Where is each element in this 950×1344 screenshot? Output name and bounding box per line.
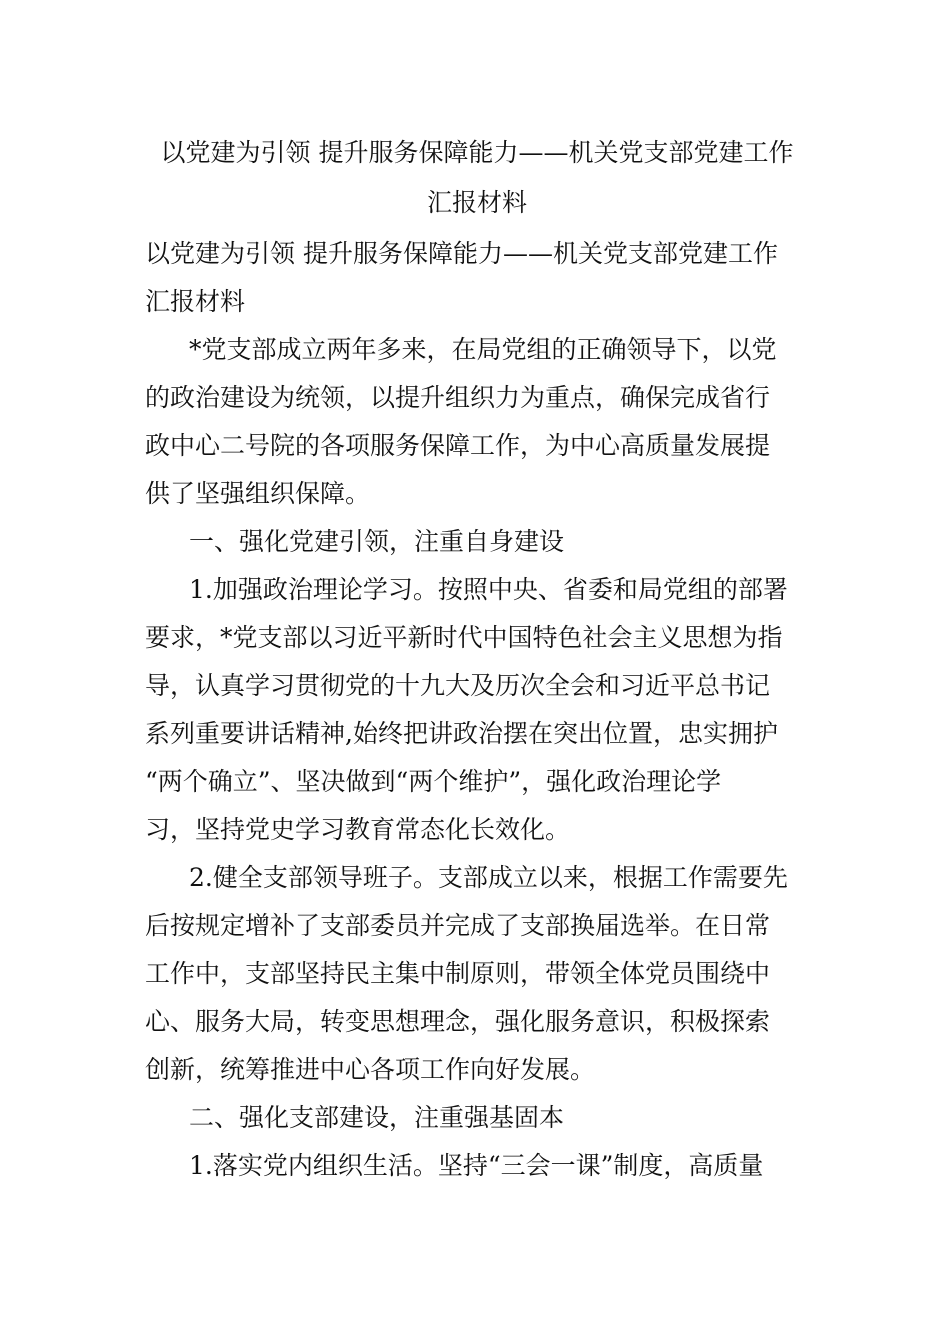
section-1-heading	[145, 518, 809, 566]
text-line: 导，认真学习贯彻党的十九大及历次全会和习近平总书记	[145, 671, 771, 700]
heading-text: 一、强化党建引领，注重自身建设	[189, 527, 565, 556]
text-line: 创新，统筹推进中心各项工作向好发展。	[145, 1055, 596, 1084]
text-line: 1.加强政治理论学习。按照中央、省委和局党组的部署	[189, 575, 788, 604]
repeat-title-line-2: 汇报材料	[145, 287, 246, 316]
item-2-1-paragraph	[145, 1142, 809, 1190]
document-body	[145, 230, 809, 1190]
heading-text: 二、强化支部建设，注重强基固本	[189, 1103, 565, 1132]
text-line: 1.落实党内组织生活。坚持“三会一课”制度，高质量	[189, 1151, 764, 1180]
text-line: 后按规定增补了支部委员并完成了支部换届选举。在日常	[145, 911, 771, 940]
text-line: “两个确立”、坚决做到“两个维护”，强化政治理论学	[145, 767, 722, 796]
document-title	[145, 128, 809, 228]
text-line: 2.健全支部领导班子。支部成立以来，根据工作需要先	[189, 863, 788, 892]
section-2-heading	[145, 1094, 809, 1142]
text-line: 工作中，支部坚持民主集中制原则，带领全体党员围绕中	[145, 959, 771, 988]
text-line: 系列重要讲话精神,始终把讲政治摆在突出位置，忠实拥护	[145, 719, 778, 748]
repeat-title-line-1: 以党建为引领 提升服务保障能力——机关党支部党建工作	[145, 239, 778, 268]
text-line: 习，坚持党史学习教育常态化长效化。	[145, 815, 571, 844]
text-line: 的政治建设为统领，以提升组织力为重点，确保完成省行	[145, 383, 771, 412]
title-line-1: 以党建为引领 提升服务保障能力——机关党支部党建工作	[160, 138, 794, 167]
text-line: 要求，*党支部以习近平新时代中国特色社会主义思想为指	[145, 623, 783, 652]
intro-paragraph	[145, 326, 809, 518]
text-line: 政中心二号院的各项服务保障工作，为中心高质量发展提	[145, 431, 771, 460]
item-1-1-paragraph	[145, 566, 809, 854]
item-1-2-paragraph	[145, 854, 809, 1094]
text-line: 供了坚强组织保障。	[145, 479, 371, 508]
text-line: *党支部成立两年多来，在局党组的正确领导下，以党	[189, 335, 777, 364]
repeat-title	[145, 230, 809, 326]
text-line: 心、服务大局，转变思想理念，强化服务意识，积极探索	[145, 1007, 771, 1036]
title-line-2: 汇报材料	[426, 188, 527, 217]
